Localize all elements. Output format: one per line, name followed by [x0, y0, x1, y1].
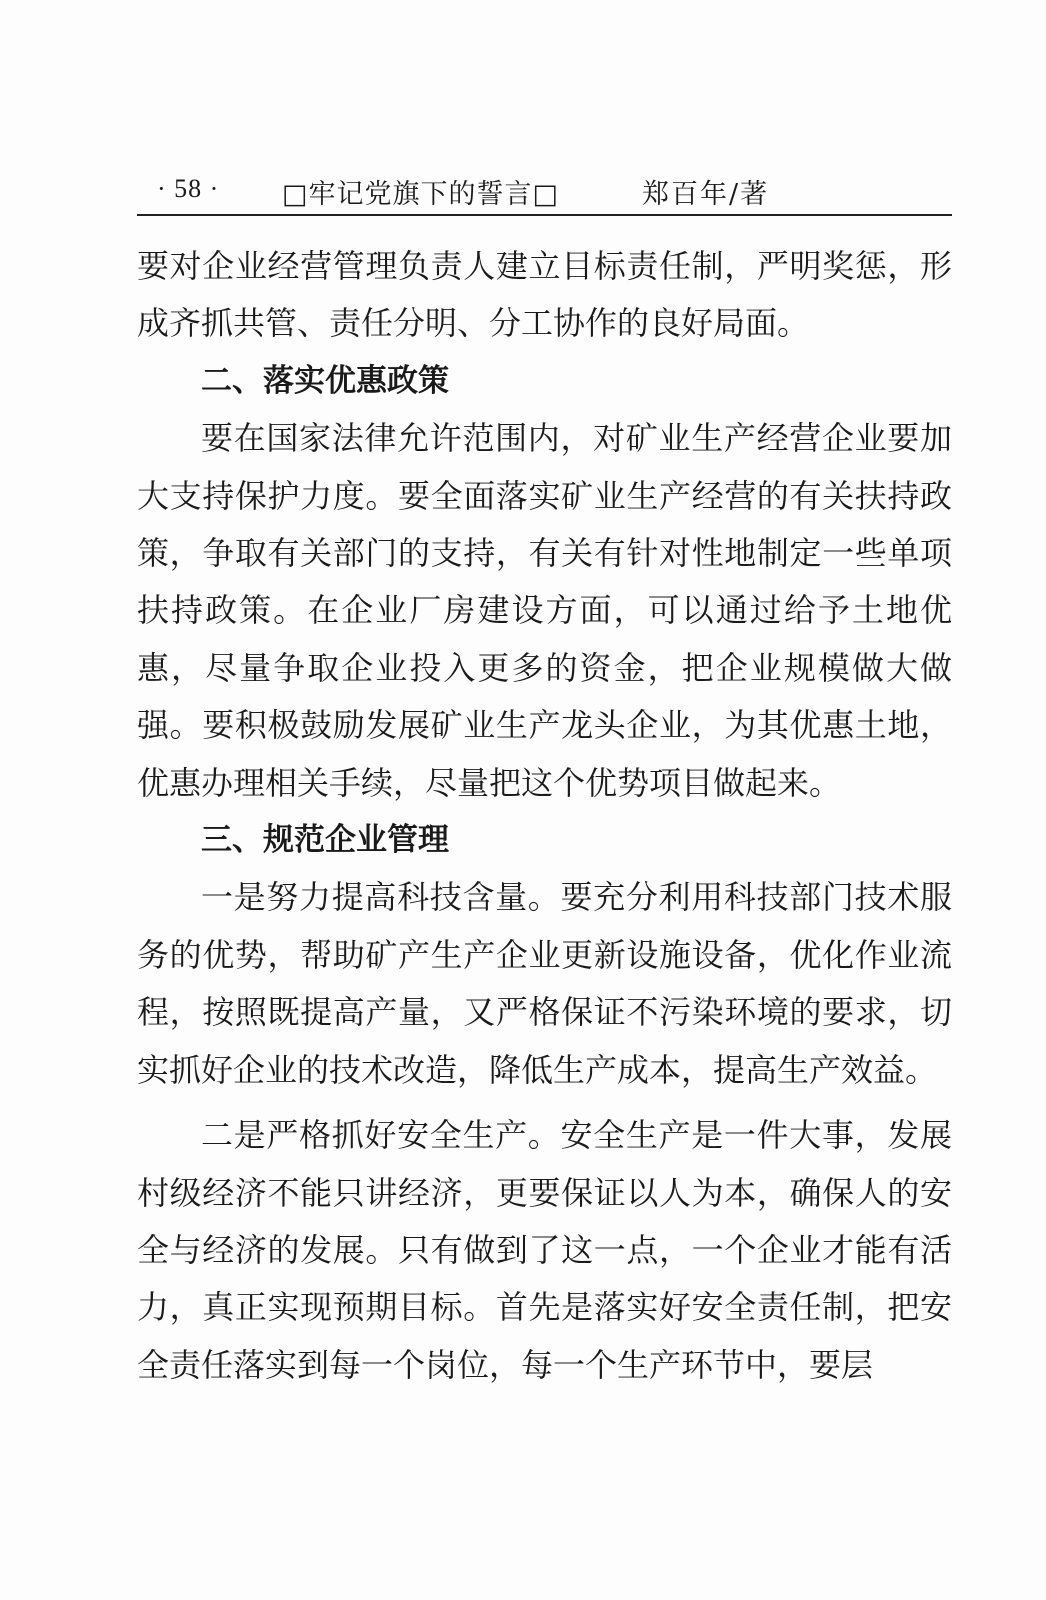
paragraph: 二是严格抓好安全生产。安全生产是一件大事，发展村级经济不能只讲经济，更要保证以人为本，确保人的安全与经济的发展。只有做到了这一点，一个企业才能有活力，真正实现预期目标。首先是落实好安全责任制，把安全责任落实到每一个岗位，每一个生产环节中，要层	[137, 1116, 952, 1384]
paragraph: 一是努力提高科技含量。要充分利用科技部门技术服务的优势，帮助矿产生产企业更新设施设备，优化作业流程，按照既提高产量，又严格保证不污染环境的要求，切实抓好企业的技术改造，降低生产成本，提高生产效益。	[137, 878, 952, 1089]
section-heading-2: 二、落实优惠政策	[201, 362, 449, 399]
paragraph: 要在国家法律允许范围内，对矿业生产经营企业要加大支持保护力度。要全面落实矿业生产经营的有关扶持政策，争取有关部门的支持，有关有针对性地制定一些单项扶持政策。在企业厂房建设方面，可以通过给予土地优惠，尽量争取企业投入更多的资金，把企业规模做大做强。要积极鼓励发展矿业生产龙头企业，为其优惠土地，优惠办理相关手续，尽量把这个优势项目做起来。	[137, 419, 952, 802]
body-text	[137, 238, 952, 1394]
running-header	[137, 170, 952, 216]
page-number: · 58 ·	[157, 174, 220, 203]
section-heading-3: 三、规范企业管理	[201, 822, 449, 859]
book-title: □牢记党旗下的誓言□	[282, 179, 560, 210]
author-credit: 郑百年/著	[642, 179, 770, 210]
paragraph-continued: 要对企业经营管理负责人建立目标责任制，严明奖惩，形成齐抓共管、责任分明、分工协作的良好局面。	[137, 247, 952, 343]
